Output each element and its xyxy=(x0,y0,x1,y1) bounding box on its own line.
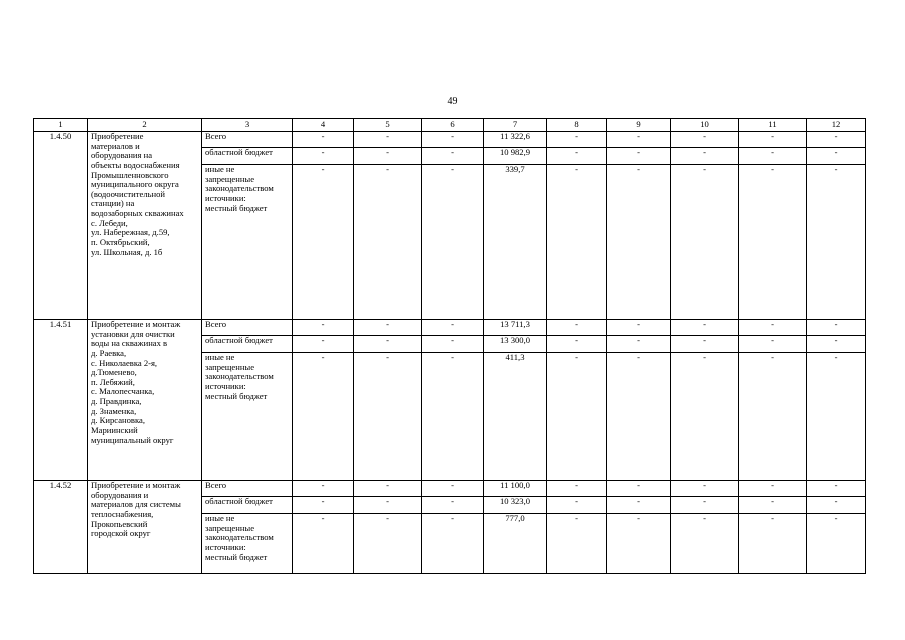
regional-value: - xyxy=(739,148,807,165)
total-value: 13 711,3 xyxy=(484,320,547,336)
table-row xyxy=(34,132,866,148)
row-code: 1.4.51 xyxy=(34,320,88,481)
regional-value: - xyxy=(422,148,484,165)
table-row xyxy=(34,481,866,497)
regional-value: - xyxy=(739,336,807,353)
source-regional-label: областной бюджет xyxy=(202,336,293,353)
regional-value: - xyxy=(607,148,671,165)
local-value: - xyxy=(671,353,739,481)
regional-value: - xyxy=(807,336,866,353)
budget-table xyxy=(33,118,866,574)
total-value: - xyxy=(354,132,422,148)
row-code: 1.4.52 xyxy=(34,481,88,574)
column-header: 9 xyxy=(607,119,671,132)
total-value: - xyxy=(807,481,866,497)
source-local-label: местный бюджет xyxy=(205,390,268,401)
column-header: 2 xyxy=(88,119,202,132)
total-value: - xyxy=(671,481,739,497)
total-value: - xyxy=(547,132,607,148)
local-value: - xyxy=(807,514,866,574)
regional-value: - xyxy=(671,336,739,353)
column-header: 1 xyxy=(34,119,88,132)
column-header: 6 xyxy=(422,119,484,132)
column-header: 11 xyxy=(739,119,807,132)
local-value: - xyxy=(739,353,807,481)
total-value: - xyxy=(422,481,484,497)
total-value: - xyxy=(607,320,671,336)
local-value: 339,7 xyxy=(484,165,547,320)
local-value: - xyxy=(671,165,739,320)
local-value: 777,0 xyxy=(484,514,547,574)
local-value: - xyxy=(422,165,484,320)
row-name: Приобретение и монтаж оборудования и материалов для системы теплоснабжения, Прокопьевский городской округ xyxy=(88,481,202,574)
total-value: - xyxy=(807,320,866,336)
regional-value: - xyxy=(807,148,866,165)
regional-value: - xyxy=(293,497,354,514)
total-value: - xyxy=(293,481,354,497)
total-value: - xyxy=(293,320,354,336)
regional-value: - xyxy=(422,497,484,514)
local-value: - xyxy=(354,165,422,320)
regional-value: - xyxy=(807,497,866,514)
local-value: - xyxy=(293,353,354,481)
regional-value: 13 300,0 xyxy=(484,336,547,353)
local-value: - xyxy=(807,353,866,481)
regional-value: 10 323,0 xyxy=(484,497,547,514)
column-header: 5 xyxy=(354,119,422,132)
source-total-label: Всего xyxy=(202,132,293,148)
total-value: - xyxy=(422,132,484,148)
column-header: 3 xyxy=(202,119,293,132)
local-value: - xyxy=(354,514,422,574)
local-value: - xyxy=(807,165,866,320)
local-value: - xyxy=(547,165,607,320)
source-other-cell xyxy=(202,165,293,320)
total-value: - xyxy=(354,320,422,336)
regional-value: - xyxy=(607,497,671,514)
row-name: Приобретение материалов и оборудования на объекты водоснабжения Промышленновского муниципального округа (водоочистительной станции) на водозаборных скважинах с. Лебеди, ул. Набережная, д.59, п. Октябрьский, ул. Школьная, д. 1б xyxy=(88,132,202,320)
source-total-label: Всего xyxy=(202,320,293,336)
local-value: - xyxy=(422,514,484,574)
total-value: - xyxy=(354,481,422,497)
regional-value: - xyxy=(671,148,739,165)
total-value: - xyxy=(607,132,671,148)
regional-value: - xyxy=(607,336,671,353)
regional-value: - xyxy=(547,497,607,514)
regional-value: - xyxy=(739,497,807,514)
column-header: 10 xyxy=(671,119,739,132)
local-value: - xyxy=(739,165,807,320)
total-value: - xyxy=(739,481,807,497)
page-number: 49 xyxy=(447,96,458,107)
local-value: - xyxy=(671,514,739,574)
column-header: 4 xyxy=(293,119,354,132)
local-value: - xyxy=(607,514,671,574)
regional-value: - xyxy=(547,148,607,165)
source-other-label: иные не запрещенные законодательством источники: xyxy=(205,164,274,203)
total-value: - xyxy=(671,320,739,336)
regional-value: - xyxy=(354,148,422,165)
total-value: - xyxy=(293,132,354,148)
source-other-label: иные не запрещенные законодательством источники: xyxy=(205,513,274,552)
source-other-cell xyxy=(202,514,293,574)
column-header: 12 xyxy=(807,119,866,132)
column-header-row xyxy=(34,119,866,132)
local-value: - xyxy=(354,353,422,481)
regional-value: - xyxy=(293,336,354,353)
total-value: - xyxy=(547,481,607,497)
local-value: - xyxy=(607,165,671,320)
total-value: 11 100,0 xyxy=(484,481,547,497)
source-regional-label: областной бюджет xyxy=(202,148,293,165)
column-header: 7 xyxy=(484,119,547,132)
column-header: 8 xyxy=(547,119,607,132)
local-value: - xyxy=(547,353,607,481)
regional-value: - xyxy=(547,336,607,353)
total-value: - xyxy=(607,481,671,497)
row-name: Приобретение и монтаж установки для очистки воды на скважинах в д. Раевка, с. Николаевка 2-я, д.Тюменево, п. Лебяжий, с. Малопесчанка, д. Правдинка, д. Знаменка, д. Кирсановка, Мариинский муниципальный округ xyxy=(88,320,202,481)
local-value: - xyxy=(422,353,484,481)
local-value: - xyxy=(739,514,807,574)
source-regional-label: областной бюджет xyxy=(202,497,293,514)
total-value: - xyxy=(739,132,807,148)
table-row xyxy=(34,320,866,336)
total-value: - xyxy=(807,132,866,148)
local-value: - xyxy=(293,514,354,574)
total-value: - xyxy=(671,132,739,148)
source-local-label: местный бюджет xyxy=(205,551,268,562)
total-value: - xyxy=(422,320,484,336)
regional-value: - xyxy=(671,497,739,514)
regional-value: - xyxy=(293,148,354,165)
regional-value: 10 982,9 xyxy=(484,148,547,165)
local-value: - xyxy=(607,353,671,481)
total-value: 11 322,6 xyxy=(484,132,547,148)
total-value: - xyxy=(739,320,807,336)
source-total-label: Всего xyxy=(202,481,293,497)
regional-value: - xyxy=(354,336,422,353)
regional-value: - xyxy=(354,497,422,514)
source-other-label: иные не запрещенные законодательством источники: xyxy=(205,352,274,391)
source-other-cell xyxy=(202,353,293,481)
local-value: 411,3 xyxy=(484,353,547,481)
regional-value: - xyxy=(422,336,484,353)
total-value: - xyxy=(547,320,607,336)
row-code: 1.4.50 xyxy=(34,132,88,320)
source-local-label: местный бюджет xyxy=(205,202,268,213)
local-value: - xyxy=(547,514,607,574)
local-value: - xyxy=(293,165,354,320)
